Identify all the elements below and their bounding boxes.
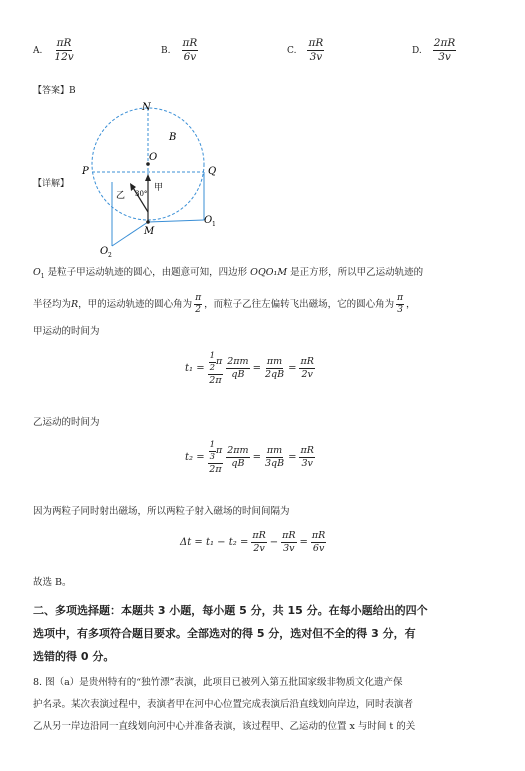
label-angle: 30° [135,190,148,198]
label-o: O [149,152,158,163]
option-letter: D. [412,46,422,57]
label-yi: 乙 [116,191,126,201]
equation-t1: t₁ = $\frac{1}{2}$ π 2π $\frac{2\pi m}{qB}$ = $\frac{\pi m}{2qB}$ = $\frac{\pi R}{2v}$ [185,351,314,386]
label-o2-sub: 2 [108,252,112,259]
option-letter: A. [33,46,43,57]
question-8-line1: 8. 图（a）是贵州特有的“独竹漂”表演，此项目已被列入第五批国家级非物质文化遗产保 [33,677,403,688]
fraction-third-pi: $\frac{1}{3}$ π 2π [209,440,223,475]
magnetic-field-diagram [80,98,230,260]
label-p: P [82,166,89,177]
option-fraction: $\frac{2\pi R}{3v}$ [433,37,456,64]
label-b: B [169,132,177,143]
option-fraction: $\frac{\pi R}{3v}$ [308,37,324,64]
label-o1: O [204,215,213,226]
option-letter: B. [161,46,171,57]
segment-m-o2 [112,222,148,246]
label-n: N [142,102,151,113]
section-heading-line2: 选项中，有多项符合题目要求。全部选对的得 5 分，选对但不全的得 3 分，有 [33,627,416,640]
option-c [287,38,324,63]
point-m [146,220,150,224]
label-m: M [144,226,155,237]
arrow-head-jia-icon [145,174,151,181]
option-fraction: $\frac{\pi R}{12v}$ [54,37,74,64]
fraction-pi-2: $\frac{\pi}{2}$ [195,293,202,316]
option-letter: C. [287,46,297,57]
answer-label: 【答案】B [33,86,76,96]
option-d [412,38,456,63]
conclusion-text: 故选 B。 [33,577,72,588]
option-a [33,38,75,63]
label-o2: O [100,246,109,257]
segment-m-o1 [148,220,204,222]
equation-t2: t₂ = $\frac{1}{3}$ π 2π $\frac{2\pi m}{qB}$ = $\frac{\pi m}{3qB}$ = $\frac{\pi R}{3v}$ [185,440,314,475]
yi-time-label: 乙运动的时间为 [33,417,100,428]
label-jia: 甲 [154,183,164,193]
label-o1-sub: 1 [212,221,216,228]
fraction-pi-3: $\frac{\pi}{3}$ [397,293,404,316]
fraction-half-pi: $\frac{1}{2}$ π 2π [209,351,223,386]
section-heading-line1: 二、多项选择题：本题共 3 小题，每小题 5 分，共 15 分。在每小题给出的四个 [33,604,428,617]
interval-paragraph: 因为两粒子同时射出磁场，所以两粒子射入磁场的时间间隔为 [33,506,290,517]
equation-delta-t: Δt = t₁ − t₂ = $\frac{\pi R}{2v}$ − $\frac{\pi R}{3v}$ = $\frac{\pi R}{6v}$ [180,530,326,554]
para1-line2: 半径均为 R ，甲的运动轨迹的圆心角为 $\frac{\pi}{2}$ ，而粒子乙往左偏转飞出磁场，它的圆心角为 $\frac{\pi}{3}$ ， [33,293,416,316]
question-8-line3: 乙从另一岸边沿同一直线划向河中心并准备表演，该过程甲、乙运动的位置 x 与时间 t 的关 [33,721,416,732]
option-b [161,38,198,63]
question-8-line2: 护名录。某次表演过程中，表演者甲在河中心位置完成表演后沿直线划向岸边，同时表演者 [33,699,414,710]
label-q: Q [208,166,217,177]
para1-line3: 甲运动的时间为 [33,326,100,337]
option-fraction: $\frac{\pi R}{6v}$ [182,37,198,64]
section-heading-line3: 选错的得 0 分。 [33,650,115,663]
detail-label: 【详解】 [33,179,70,189]
para1-line1: $O_1$ 是粒子甲运动轨迹的圆心，由题意可知，四边形 OQO₁M 是正方形，所以甲乙运动轨迹的 [33,267,424,280]
